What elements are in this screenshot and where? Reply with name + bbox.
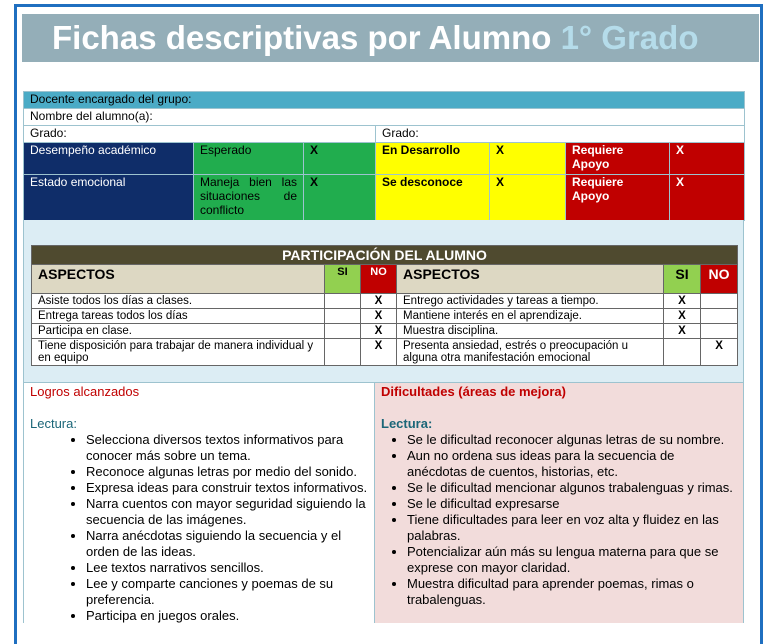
- desarrollo-mark: X: [490, 143, 566, 175]
- aspect-right-no: [701, 324, 738, 339]
- aspect-right-si: X: [664, 294, 701, 309]
- grado-label-right: Grado:: [376, 126, 745, 143]
- docente-row: [24, 92, 745, 109]
- si-header-left: SI: [325, 265, 361, 294]
- participation-row: [32, 324, 738, 339]
- list-item: • Potencializar aún más su lengua materna para que se exprese con mayor claridad.: [407, 544, 737, 576]
- list-item: • Se le dificultad mencionar algunos trabalenguas y rimas.: [407, 480, 737, 496]
- aspect-right-no: [701, 309, 738, 324]
- docente-label: Docente encargado del grupo:: [24, 92, 745, 109]
- maneja-label: Maneja bien las situaciones de conflicto: [194, 175, 304, 221]
- si-header-right: SI: [664, 265, 701, 294]
- no-header-left: NO: [361, 265, 397, 294]
- page-title: [52, 14, 698, 62]
- participation-header-row: [32, 265, 738, 294]
- title-banner: [22, 14, 759, 62]
- aspect-left-no: X: [361, 324, 397, 339]
- logros-subtitle: Lectura:: [30, 416, 77, 431]
- esperado-label: Esperado: [194, 143, 304, 175]
- aspect-right: Muestra disciplina.: [397, 324, 664, 339]
- desempeno-row: [24, 143, 745, 175]
- aspect-left-no: X: [361, 294, 397, 309]
- no-header-right: NO: [701, 265, 738, 294]
- aspect-left-si: [325, 309, 361, 324]
- participation-row: [32, 339, 738, 366]
- dificultades-list: [381, 432, 737, 608]
- aspect-right-no: [701, 294, 738, 309]
- participation-title-row: [32, 246, 738, 265]
- dificultades-subtitle: Lectura:: [381, 416, 433, 431]
- grado-label-left: Grado:: [24, 126, 376, 143]
- list-item: • Lee textos narrativos sencillos.: [86, 560, 368, 576]
- aspect-left: Participa en clase.: [32, 324, 325, 339]
- list-item: • Narra cuentos con mayor seguridad siguiendo la secuencia de las imágenes.: [86, 496, 368, 528]
- aspect-right: Mantiene interés en el aprendizaje.: [397, 309, 664, 324]
- aspect-left: Entrega tareas todos los días: [32, 309, 325, 324]
- participation-row: [32, 309, 738, 324]
- aspect-left-no: X: [361, 309, 397, 324]
- title-main: Fichas descriptivas por Alumno: [52, 19, 552, 56]
- list-item: • Tiene dificultades para leer en voz alta y fluidez en las palabras.: [407, 512, 737, 544]
- aspectos-header-left: ASPECTOS: [32, 265, 325, 294]
- emocional-label: Estado emocional: [24, 175, 194, 221]
- aspect-left: Tiene disposición para trabajar de manera individual y en equipo: [32, 339, 325, 366]
- aspect-right: Presenta ansiedad, estrés o preocupación u alguna otra manifestación emocional: [397, 339, 664, 366]
- aspect-left: Asiste todos los días a clases.: [32, 294, 325, 309]
- aspect-right: Entrego actividades y tareas a tiempo.: [397, 294, 664, 309]
- aspect-left-si: [325, 324, 361, 339]
- list-item: • Selecciona diversos textos informativos para conocer más sobre un tema.: [86, 432, 368, 464]
- grado-row: [24, 126, 745, 143]
- alumno-row: [24, 109, 745, 126]
- list-item: • Lee y comparte canciones y poemas de su preferencia.: [86, 576, 368, 608]
- emocional-row: [24, 175, 745, 221]
- apoyo-mark: X: [670, 143, 745, 175]
- aspect-left-si: [325, 294, 361, 309]
- dificultades-title: Dificultades (áreas de mejora): [381, 384, 566, 399]
- logros-title: Logros alcanzados: [30, 384, 140, 399]
- aspect-left-si: [325, 339, 361, 366]
- aspect-right-si: X: [664, 309, 701, 324]
- emocional-apoyo-mark: X: [670, 175, 745, 221]
- list-item: • Narra anécdotas siguiendo la secuencia y el orden de las ideas.: [86, 528, 368, 560]
- list-item: • Participa en juegos orales.: [86, 608, 368, 624]
- desconoce-label: Se desconoce: [376, 175, 490, 221]
- title-grade: 1° Grado: [560, 19, 699, 56]
- aspect-right-si: [664, 339, 701, 366]
- student-info-table: [23, 91, 745, 221]
- aspect-right-no: X: [701, 339, 738, 366]
- list-item: • Expresa ideas para construir textos informativos.: [86, 480, 368, 496]
- desconoce-mark: X: [490, 175, 566, 221]
- alumno-label: Nombre del alumno(a):: [24, 109, 745, 126]
- list-item: • Aun no ordena sus ideas para la secuencia de anécdotas de cuentos, historias, etc.: [407, 448, 737, 480]
- dificultades-column: [375, 383, 744, 623]
- desarrollo-label: En Desarrollo: [376, 143, 490, 175]
- achievements-section: [23, 382, 744, 623]
- list-item: • Se le dificultad expresarse: [407, 496, 737, 512]
- aspectos-header-right: ASPECTOS: [397, 265, 664, 294]
- aspect-left-no: X: [361, 339, 397, 366]
- list-item: • Reconoce algunas letras por medio del sonido.: [86, 464, 368, 480]
- participation-table: [31, 245, 738, 366]
- logros-column: [23, 383, 375, 623]
- participation-title: PARTICIPACIÓN DEL ALUMNO: [32, 246, 738, 265]
- participation-row: [32, 294, 738, 309]
- desempeno-label: Desempeño académico: [24, 143, 194, 175]
- list-item: • Muestra dificultad para aprender poemas, rimas o trabalenguas.: [407, 576, 737, 608]
- maneja-mark: X: [304, 175, 376, 221]
- apoyo-label: Requiere Apoyo: [566, 143, 670, 175]
- logros-list: [30, 432, 368, 624]
- aspect-right-si: X: [664, 324, 701, 339]
- esperado-mark: X: [304, 143, 376, 175]
- list-item: • Se le dificultad reconocer algunas letras de su nombre.: [407, 432, 737, 448]
- emocional-apoyo-label: Requiere Apoyo: [566, 175, 670, 221]
